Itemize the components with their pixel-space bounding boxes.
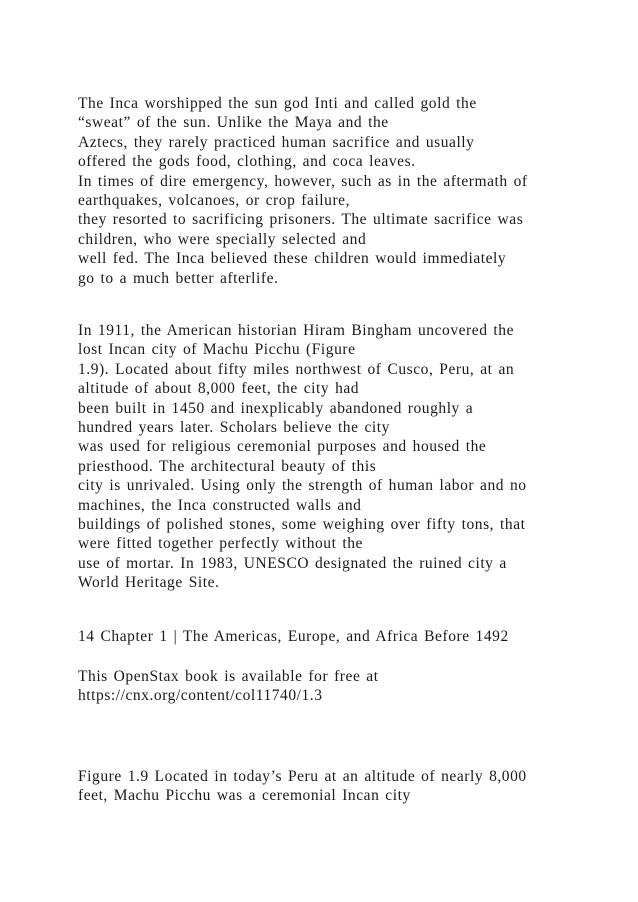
text-line: they resorted to sacrificing prisoners. The ultimate sacrifice was bbox=[78, 211, 524, 229]
text-line: well fed. The Inca believed these children would immediately bbox=[78, 250, 507, 268]
text-line: been built in 1450 and inexplicably abandoned roughly a bbox=[78, 399, 474, 417]
paragraph-machu-picchu bbox=[78, 321, 527, 593]
text-line: city is unrivaled. Using only the strength of human labor and no bbox=[78, 477, 527, 495]
text-line: World Heritage Site. bbox=[78, 574, 220, 592]
text-line: hundred years later. Scholars believe the city bbox=[78, 419, 390, 437]
text-line: were fitted together perfectly without the bbox=[78, 535, 363, 553]
footer-text: 14 Chapter 1 | The Americas, Europe, and Africa Before 1492 bbox=[78, 628, 509, 645]
text-line: machines, the Inca constructed walls and bbox=[78, 496, 362, 514]
text-line: The Inca worshipped the sun god Inti and called gold the bbox=[78, 95, 477, 112]
text-line: In 1911, the American historian Hiram Bingham uncovered the bbox=[78, 322, 515, 339]
text-line: buildings of polished stones, some weighing over fifty tons, that bbox=[78, 516, 526, 534]
text-line: offered the gods food, clothing, and coca leaves. bbox=[78, 153, 416, 171]
text-line: children, who were specially selected and bbox=[78, 230, 367, 248]
text-line: 1.9). Located about fifty miles northwest of Cusco, Peru, at an bbox=[78, 360, 515, 378]
text-line: was used for religious ceremonial purposes and housed the bbox=[78, 438, 487, 456]
text-line: Aztecs, they rarely practiced human sacrifice and usually bbox=[78, 133, 475, 151]
caption-line: Figure 1.9 Located in today’s Peru at an altitude of nearly 8,000 bbox=[78, 768, 527, 785]
availability-text: This OpenStax book is available for free at bbox=[78, 668, 379, 685]
paragraph-inca-religion bbox=[78, 94, 528, 288]
caption-line: feet, Machu Picchu was a ceremonial Incan city bbox=[78, 787, 411, 805]
availability-note bbox=[78, 667, 379, 706]
text-line: altitude of about 8,000 feet, the city had bbox=[78, 380, 360, 398]
availability-url: https://cnx.org/content/col11740/1.3 bbox=[78, 687, 323, 705]
text-line: lost Incan city of Machu Picchu (Figure bbox=[78, 341, 356, 359]
text-line: priesthood. The architectural beauty of this bbox=[78, 457, 377, 475]
page-footer bbox=[78, 627, 509, 646]
text-line: use of mortar. In 1983, UNESCO designated the ruined city a bbox=[78, 554, 507, 572]
text-line: earthquakes, volcanoes, or crop failure, bbox=[78, 192, 351, 210]
text-line: go to a much better afterlife. bbox=[78, 269, 279, 287]
figure-caption bbox=[78, 767, 527, 806]
text-line: “sweat” of the sun. Unlike the Maya and the bbox=[78, 114, 389, 132]
text-line: In times of dire emergency, however, such as in the aftermath of bbox=[78, 172, 528, 190]
